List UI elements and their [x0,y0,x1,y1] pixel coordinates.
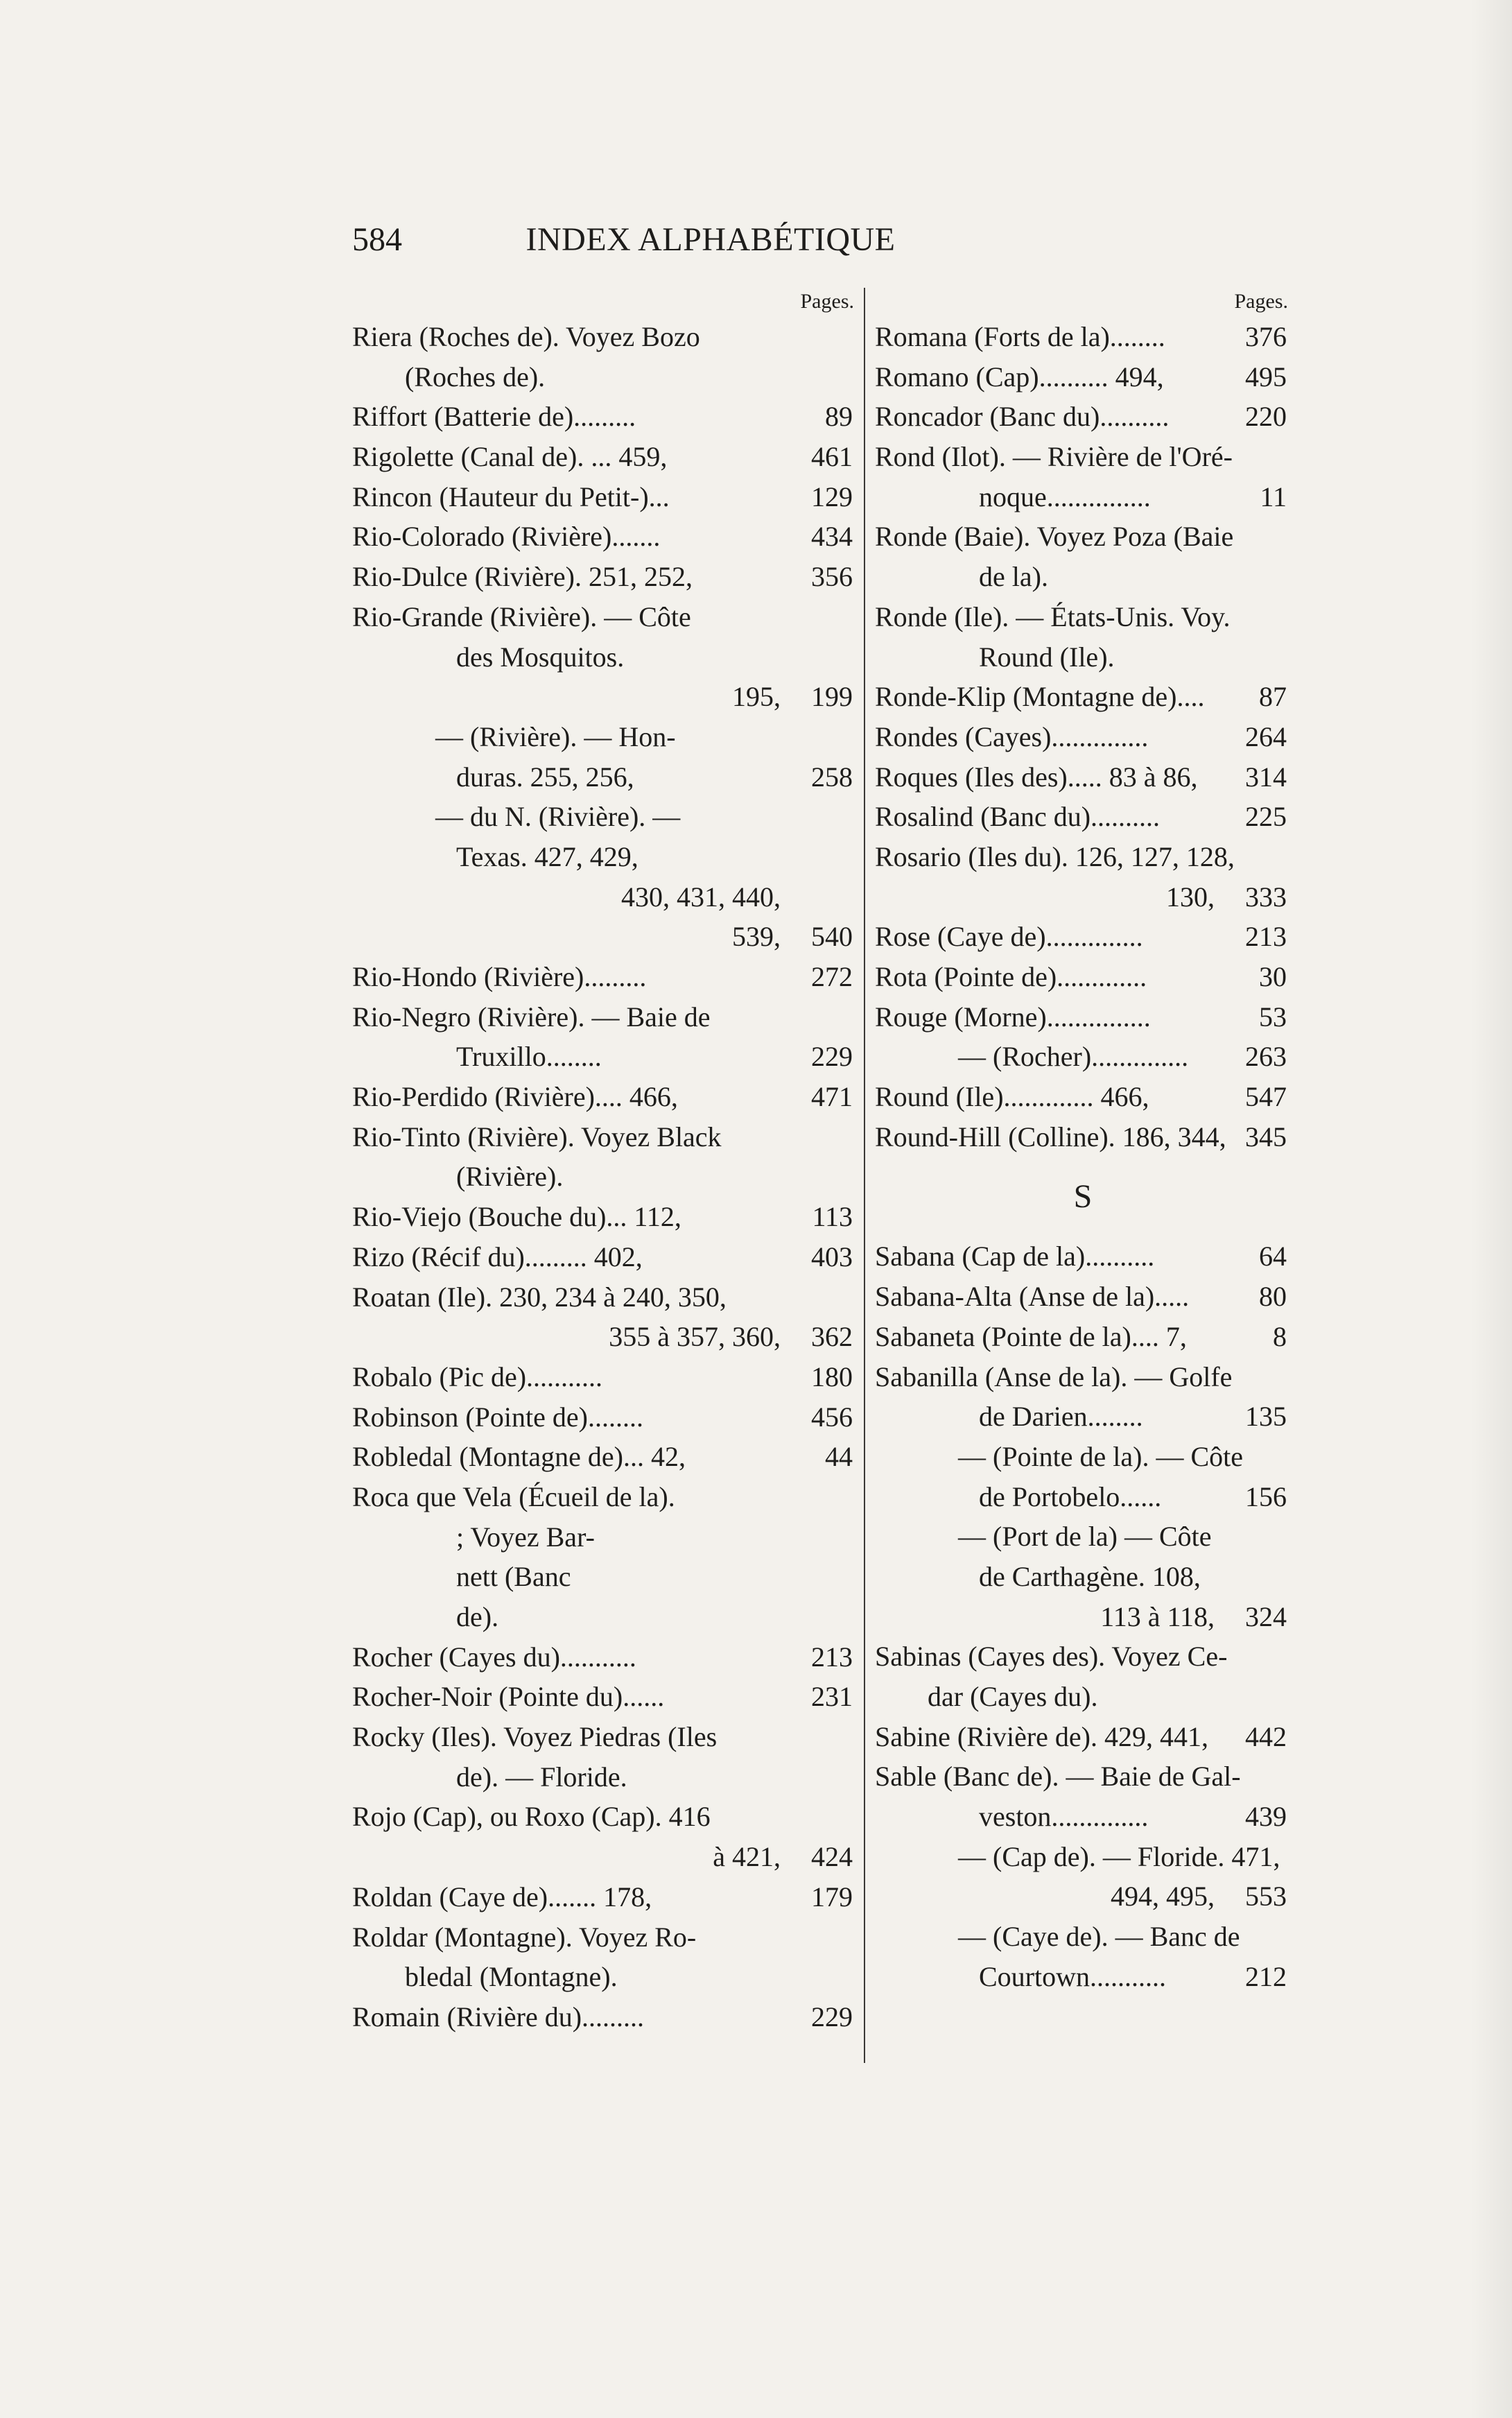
entry-text: Rosario (Iles du). 126, 127, 128, [875,840,1235,872]
entry-text: 539, [732,921,781,953]
index-entry [352,917,857,957]
entry-text: de). [456,1601,499,1632]
entry-text: Rosalind (Banc du).......... [875,801,1161,833]
page-ref: 229 [811,2001,853,2032]
entry-text: Round (Ile). [979,641,1115,673]
index-entry [875,957,1291,997]
page-ref: 461 [811,441,853,473]
index-entry [875,1797,1291,1837]
entry-text: Sable (Banc de). — Baie de Gal- [875,1761,1241,1793]
page-ref: 212 [1245,1960,1287,1992]
entry-text: Riera (Roches de). Voyez Bozo [352,321,700,352]
index-entry [352,1757,857,1797]
entry-text: — (Pointe de la). — Côte [958,1440,1244,1472]
entry-text: Rouge (Morne)............... [875,1001,1151,1033]
index-entry [352,1717,857,1757]
index-entry [352,837,857,877]
entry-text: nett (Banc [456,1561,571,1593]
entry-text: Sabine (Rivière de). 429, 441, [875,1720,1208,1752]
page-ref: 272 [811,961,853,992]
index-entry [875,797,1291,837]
page-ref: 179 [811,1881,853,1912]
page-ref: 11 [1260,481,1287,512]
entry-text: Rigolette (Canal de). ... 459, [352,441,668,473]
index-entry [875,1317,1291,1357]
index-entry [352,1797,857,1837]
entry-text: Rio-Tinto (Rivière). Voyez Black [352,1121,722,1152]
page-ref: 471 [811,1081,853,1113]
index-entry [352,357,857,397]
entry-text: Rocher-Noir (Pointe du)...... [352,1681,665,1713]
entry-text: Romano (Cap).......... 494, [875,361,1164,392]
index-entry [352,1077,857,1117]
index-entry [352,1357,857,1397]
index-entry [352,637,857,677]
entry-text: Roldar (Montagne). Voyez Ro- [352,1921,697,1953]
index-entry [352,517,857,557]
entry-text: Sabinas (Cayes des). Voyez Ce- [875,1641,1228,1673]
index-entry [352,1317,857,1357]
page-ref: 362 [811,1321,853,1353]
index-entry [875,1957,1291,1997]
index-entry [875,877,1291,917]
page-ref: 345 [1245,1121,1287,1152]
entry-text: (Roches de). [405,361,546,392]
entry-text: 113 à 118, [1100,1600,1215,1632]
index-entry [875,1837,1291,1877]
index-entry [352,1917,857,1958]
page-ref: 376 [1245,321,1287,352]
index-entries-right [875,317,1291,1997]
page-ref: 87 [1259,681,1287,713]
entry-text: Romana (Forts de la)........ [875,321,1165,352]
entry-text: 355 à 357, 360, [609,1321,781,1353]
column-divider [864,288,865,2063]
index-entry [875,1077,1291,1117]
index-entry [352,477,857,517]
index-entry [875,837,1291,877]
entry-text: 130, [1166,881,1215,913]
page-ref: 258 [811,761,853,793]
index-entry [875,317,1291,357]
entry-text: — (Cap de). — Floride. 471, [958,1840,1280,1872]
page-ref: 231 [811,1681,853,1713]
index-entry [352,1517,857,1557]
index-entry [352,677,857,717]
index-entry [352,1037,857,1077]
entry-text: des Mosquitos. [456,641,625,673]
entry-text: — (Port de la) — Côte [958,1521,1212,1553]
page-ref: 424 [811,1841,853,1873]
entry-text: Sabana (Cap de la).......... [875,1241,1155,1272]
index-entries-left [352,317,857,2037]
index-entry [875,557,1291,597]
page-ref: 213 [811,1641,853,1673]
entry-text: Rio-Perdido (Rivière).... 466, [352,1081,678,1113]
index-entry [875,1397,1291,1437]
entry-text: Rota (Pointe de)............. [875,961,1147,992]
entry-text: à 421, [713,1841,781,1873]
entry-text: Rio-Colorado (Rivière)....... [352,521,661,553]
entry-text: Ronde (Ile). — États-Unis. Voy. [875,601,1231,632]
page-ref: 8 [1273,1320,1287,1352]
page-ref: 53 [1259,1001,1287,1033]
entry-text: Ronde-Klip (Montagne de).... [875,681,1205,713]
index-entry [875,517,1291,557]
index-entry [875,637,1291,677]
entry-text: Rio-Negro (Rivière). — Baie de [352,1001,711,1033]
index-entry [352,957,857,997]
page-ref: 263 [1245,1041,1287,1073]
index-entry [875,917,1291,957]
page-ref: 434 [811,521,853,553]
entry-text: Rio-Grande (Rivière). — Côte [352,601,691,632]
pages-label: Pages. [800,290,854,313]
page-ref: 44 [825,1441,853,1473]
page-ref: 456 [811,1401,853,1433]
index-entry [875,1236,1291,1277]
page-ref: 442 [1245,1720,1287,1752]
entry-text: (Rivière). [456,1161,564,1193]
entry-text: de Portobelo...... [979,1480,1162,1512]
entry-text: — (Rocher).............. [958,1041,1189,1073]
index-entry [352,1437,857,1477]
index-entry [352,1597,857,1637]
index-entry [352,437,857,477]
index-entry [875,1677,1291,1717]
index-entry [875,1517,1291,1557]
index-entry [875,397,1291,437]
entry-text: Rond (Ilot). — Rivière de l'Oré- [875,441,1233,473]
entry-text: Roques (Iles des)..... 83 à 86, [875,761,1198,793]
index-column-left [352,286,857,2037]
page-ref: 495 [1245,361,1287,392]
page-ref: 135 [1245,1401,1287,1433]
entry-text: Roca que Vela (Écueil de la). [352,1480,675,1512]
page-edge-shadow [1470,0,1512,2418]
entry-text: — (Caye de). — Banc de [958,1921,1240,1953]
index-entry [875,1557,1291,1597]
page-ref: 333 [1245,881,1287,913]
entry-text: Roatan (Ile). 230, 234 à 240, 350, [352,1281,727,1313]
page-ref: 264 [1245,720,1287,752]
index-entry [352,317,857,357]
page-ref: 220 [1245,401,1287,433]
entry-text: Sabaneta (Pointe de la).... 7, [875,1320,1187,1352]
entry-text: ; Voyez Bar- [456,1521,595,1553]
entry-text: bledal (Montagne). [405,1961,618,1993]
index-entry [352,1997,857,2037]
entry-text: Sabanilla (Anse de la). — Golfe [875,1361,1233,1392]
index-entry [352,597,857,637]
running-title: INDEX ALPHABÉTIQUE [525,221,896,258]
index-entry [352,1237,857,1277]
page-number: 584 [352,221,402,258]
index-entry [352,1677,857,1717]
entry-text: 494, 495, [1111,1881,1215,1912]
entry-text: Courtown........... [979,1960,1166,1992]
page-header [352,221,1069,269]
page-ref: 30 [1259,961,1287,992]
index-entry [352,757,857,797]
page-ref: 547 [1245,1081,1287,1113]
entry-text: Romain (Rivière du)......... [352,2001,645,2032]
page-ref: 324 [1245,1600,1287,1632]
entry-text: Rocky (Iles). Voyez Piedras (Iles [352,1721,718,1753]
page-ref: 553 [1245,1881,1287,1912]
index-entry [352,557,857,597]
index-entry [352,1397,857,1437]
index-entry [352,397,857,437]
entry-text: Robledal (Montagne de)... 42, [352,1441,686,1473]
entry-text: Robalo (Pic de)........... [352,1361,603,1392]
index-entry [875,597,1291,637]
index-entry [352,1157,857,1197]
entry-text: de). — Floride. [456,1761,627,1793]
index-entry [875,1597,1291,1637]
index-entry [352,1277,857,1318]
index-entry [875,1437,1291,1477]
page-ref: 180 [811,1361,853,1392]
entry-text: de Carthagène. 108, [979,1560,1201,1592]
entry-text: Rio-Dulce (Rivière). 251, 252, [352,561,693,593]
entry-text: Rio-Hondo (Rivière)......... [352,961,647,992]
index-entry [352,717,857,757]
entry-text: — (Rivière). — Hon- [435,720,676,752]
index-entry [875,997,1291,1037]
page-ref: 80 [1259,1281,1287,1313]
entry-text: Texas. 427, 429, [456,840,638,872]
entry-text: Riffort (Batterie de)......... [352,401,636,433]
index-entry [352,1957,857,1997]
entry-text: Roncador (Banc du).......... [875,401,1170,433]
index-entry [875,1357,1291,1397]
index-entry [875,717,1291,757]
page-ref: 439 [1245,1801,1287,1833]
index-entry [352,1837,857,1877]
index-entry [875,677,1291,717]
index-entry [352,1557,857,1597]
page-ref: 540 [811,921,853,953]
index-entry [875,757,1291,797]
section-letter: S [1073,1178,1093,1216]
index-entry [875,1637,1291,1677]
page-ref: 403 [811,1241,853,1272]
entry-text: — du N. (Rivière). — [435,801,681,833]
entry-text: Robinson (Pointe de)........ [352,1401,643,1433]
page-ref: 199 [811,681,853,713]
entry-text: Rincon (Hauteur du Petit-)... [352,481,670,512]
index-entry [875,1917,1291,1957]
entry-text: Rio-Viejo (Bouche du)... 112, [352,1201,681,1233]
entry-text: noque............... [979,481,1151,512]
index-entry [352,1197,857,1237]
index-entry [352,1117,857,1157]
entry-text: Sabana-Alta (Anse de la)..... [875,1281,1190,1313]
entry-text: Rojo (Cap), ou Roxo (Cap). 416 [352,1801,711,1833]
pages-label: Pages. [1234,290,1288,313]
index-entry [352,877,857,917]
page-ref: 225 [1245,801,1287,833]
entry-text: Rose (Caye de).............. [875,921,1143,953]
entry-text: 430, 431, 440, [621,881,781,913]
index-entry [352,1637,857,1677]
page-ref: 113 [812,1201,853,1233]
page-ref: 156 [1245,1480,1287,1512]
page-ref: 89 [825,401,853,433]
index-entry [875,1037,1291,1077]
entry-text: de la). [979,561,1048,593]
index-entry [352,797,857,837]
index-entry [875,357,1291,397]
index-entry [875,1277,1291,1317]
index-entry [875,1117,1291,1157]
page-ref: 129 [811,481,853,512]
index-entry [875,437,1291,477]
index-entry [875,477,1291,517]
entry-text: veston.............. [979,1801,1149,1833]
entry-text: Round (Ile)............. 466, [875,1081,1149,1113]
index-entry [875,1477,1291,1517]
page-ref: 213 [1245,921,1287,953]
entry-text: Ronde (Baie). Voyez Poza (Baie [875,521,1234,553]
entry-text: de Darien........ [979,1401,1143,1433]
entry-text: Roldan (Caye de)....... 178, [352,1881,652,1912]
entry-text: Rondes (Cayes).............. [875,720,1149,752]
entry-text: duras. 255, 256, [456,761,634,793]
page-ref: 64 [1259,1241,1287,1272]
index-entry [875,1717,1291,1757]
index-entry [875,1756,1291,1797]
index-entry [875,1876,1291,1917]
page-ref: 356 [811,561,853,593]
index-column-right [875,286,1291,1997]
index-entry [352,997,857,1037]
index-entry [352,1877,857,1917]
entry-text: dar (Cayes du). [928,1681,1098,1712]
page-ref: 229 [811,1041,853,1073]
entry-text: Rizo (Récif du)......... 402, [352,1241,643,1272]
index-entry [352,1477,857,1517]
entry-text: Round-Hill (Colline). 186, 344, [875,1121,1226,1152]
page-ref: 314 [1245,761,1287,793]
entry-text: 195, [732,681,781,713]
entry-text: Rocher (Cayes du)........... [352,1641,636,1673]
entry-text: Truxillo........ [456,1041,602,1073]
